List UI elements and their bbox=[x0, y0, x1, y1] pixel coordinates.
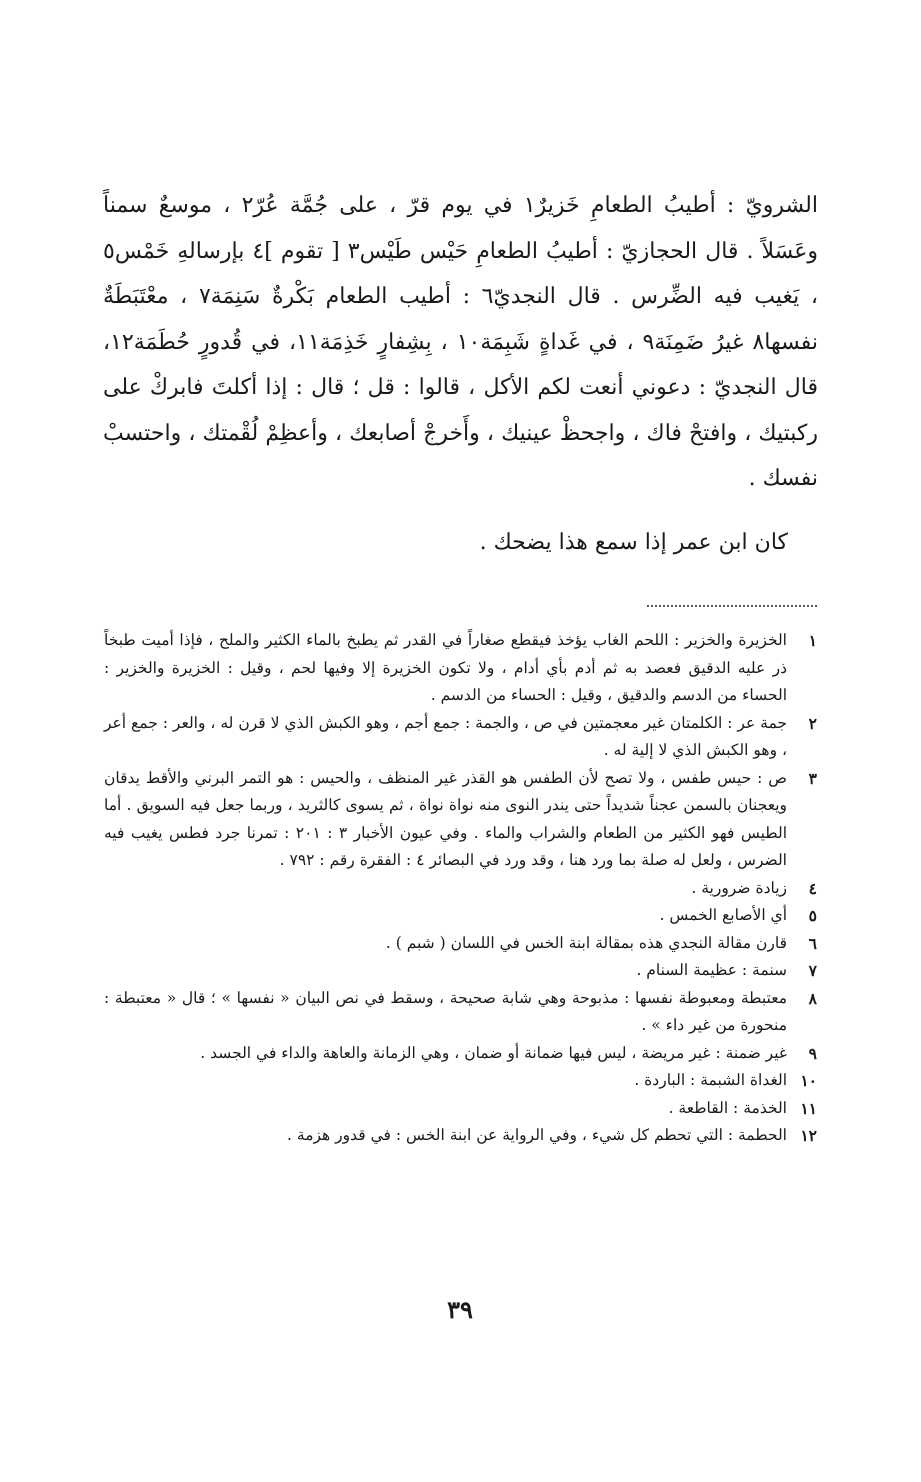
footnote-text: ص : حيس طفس ، ولا تصح لأن الطفس هو القذر غير المنظف ، والحيس : هو التمر البرني والأقط يدقان ويعجنان بالسمن عجناً شديداً حتى يندر النوى منه نواة نواة ، ثم يسوى كالثريد ، وربما جعل فيه السويق . أما الطيس فهو الكثير من الطعام والشراب والماء . وفي عيون الأخبار ٣ : ٢٠١ : تمرنا جرد فطس يغيب فيه الضرس ، ولعل له صلة بما ورد هنا ، وقد ورد في البصائر ٤ : الفقرة رقم : ٧٩٢ . bbox=[104, 768, 788, 869]
main-paragraph-closing: كان ابن عمر إذا سمع هذا يضحك . bbox=[479, 530, 788, 555]
footnote-item bbox=[104, 627, 817, 710]
footnote-item bbox=[104, 1095, 817, 1123]
footnote-number: ٧ bbox=[808, 961, 817, 980]
footnote-text: سنمة : عظيمة السنام . bbox=[636, 961, 787, 979]
footnote-item bbox=[104, 930, 817, 958]
footnote-item bbox=[104, 1040, 817, 1068]
main-paragraph: الشرويّ : أطيبُ الطعامِ خَزيرٌ١ في يوم قرّ ، على جُمَّة عُرّ٢ ، موسعٌ سمناً وعَسَلاً . قال الحجازيّ : أطيبُ الطعامِ حَيْس طَيْس٣ [ تقوم ]٤ بإرسالهِ خَمْس٥ ، يَغيب فيه الضِّرس . قال النجديّ٦ : أطيب الطعام بَكْرةٌ سَنِمَة٧ ، معْتَبَطَةٌ نفسها٨ غيرُ ضَمِنَة٩ ، في غَداةٍ شَبِمَة١٠ ، بِشِفارٍ خَذِمَة١١، في قُدورٍ حُطَمَة١٢، قال النجديّ : دعوني أنعت لكم الأكل ، قالوا : قل ؛ قال : إذا أكلتَ فابركْ على ركبتيك ، وافتحْ فاك ، واجحظْ عينيك ، وأَخرجْ أصابعك ، وأعظِمْ لُقْمتك ، واحتسبْ نفسك . bbox=[103, 193, 819, 491]
footnote-item bbox=[104, 875, 817, 903]
footnote-number: ٢ bbox=[808, 713, 817, 733]
footnote-item bbox=[104, 765, 817, 875]
footnote-number: ٨ bbox=[808, 988, 817, 1008]
footnote-text: قارن مقالة النجدي هذه بمقالة ابنة الخس في اللسان ( شبم ) . bbox=[385, 933, 787, 952]
footnote-number: ١ bbox=[808, 631, 817, 650]
footnote-text: الغداة الشبمة : الباردة . bbox=[634, 1071, 787, 1089]
footnote-number: ٣ bbox=[808, 768, 817, 788]
footnote-item bbox=[104, 710, 817, 765]
footnote-text: جمة عر : الكلمتان غير معجمتين في ص ، والجمة : جمع أجم ، وهو الكبش الذي لا قرن له ، والعر : جمع أعر ، وهو الكبش الذي لا إلية له . bbox=[104, 713, 787, 759]
footnote-separator bbox=[647, 605, 817, 607]
page-number: ٣٩ bbox=[447, 1295, 473, 1324]
footnote-number: ١٢ bbox=[800, 1126, 817, 1145]
footnote-text: الحطمة : التي تحطم كل شيء ، وفي الرواية عن ابنة الخس : في قدور هزمة . bbox=[287, 1126, 787, 1144]
footnote-number: ١٠ bbox=[800, 1071, 817, 1090]
footnotes-list bbox=[104, 627, 817, 1150]
footnote-item bbox=[104, 902, 817, 930]
footnote-number: ٤ bbox=[808, 878, 817, 898]
footnote-item bbox=[104, 957, 817, 985]
footnote-number: ٩ bbox=[808, 1043, 817, 1063]
footnote-item bbox=[104, 1122, 817, 1150]
footnote-number: ٥ bbox=[808, 906, 817, 925]
footnote-text: الخذمة : القاطعة . bbox=[668, 1098, 787, 1117]
footnote-item bbox=[104, 985, 817, 1040]
footnote-text: الخزيرة والخزير : اللحم الغاب يؤخذ فيقطع صغاراً في القدر ثم يطبخ بالماء الكثير والملح ، فإذا أميت طبخاً ذر عليه الدقيق فعصد به ثم أدم بأي أدام ، ولا تكون الخزيرة إلا وفيها لحم ، وقيل : الخزيرة والخزير : الحساء من الدسم والدقيق ، وقيل : الحساء من الدسم . bbox=[104, 631, 787, 704]
footnote-number: ١١ bbox=[800, 1098, 817, 1118]
footnote-text: أي الأصابع الخمس . bbox=[659, 906, 787, 924]
footnote-text: معتبطة ومعبوطة نفسها : مذبوحة وهي شابة صحيحة ، وسقط في نص البيان « نفسها » ؛ قال « معتبطة : منحورة من غير داء » . bbox=[104, 988, 787, 1034]
footnote-item bbox=[104, 1067, 817, 1095]
footnote-text: غير ضمنة : غير مريضة ، ليس فيها ضمانة أو ضمان ، وهي الزمانة والعاهة والداء في الجسد . bbox=[200, 1043, 787, 1062]
footnote-text: زيادة ضرورية . bbox=[691, 878, 787, 897]
footnote-number: ٦ bbox=[808, 933, 817, 953]
